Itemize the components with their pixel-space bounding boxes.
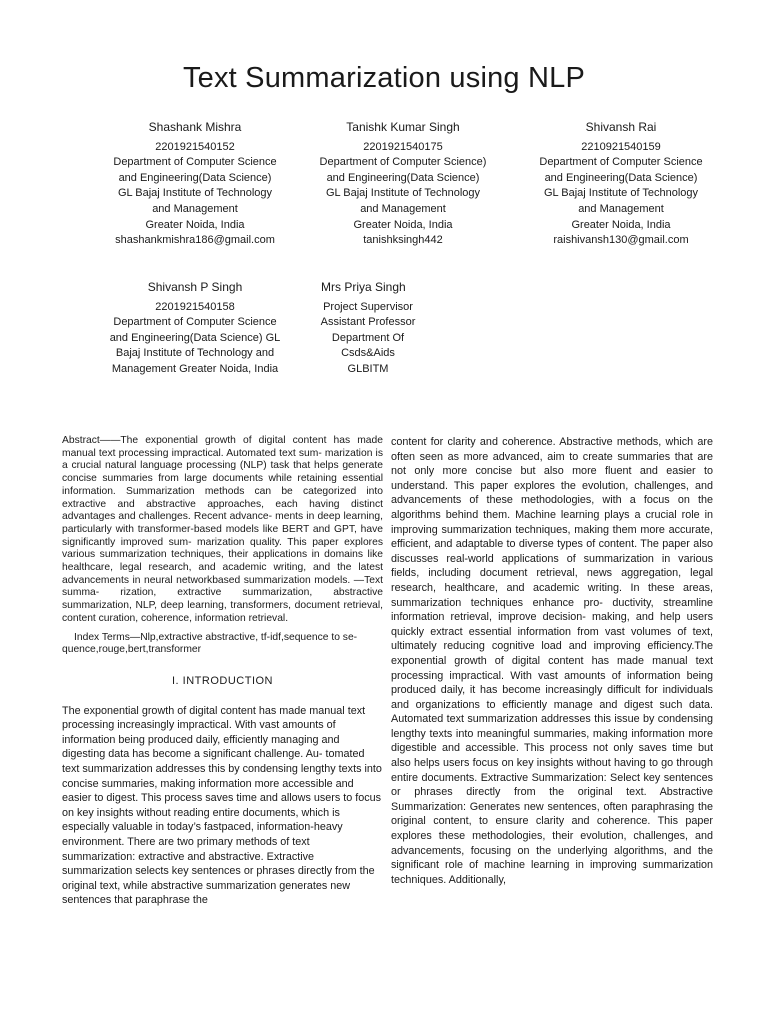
supervisor-department: Csds&Aids — [341, 347, 395, 360]
paper-title: Text Summarization using NLP — [182, 62, 586, 94]
author-id: 2210921540159 — [581, 140, 661, 153]
body-paragraph: content for clarity and coherence. Abstractive methods, which are often seen as more advanced, aim to create summaries that are not only more concise but also more fluent and easier to understand. This paper explores the evolution, challenges, and advancements of these methodologies, with a focus on the algorithms behind them. Machine learning plays a crucial role in improving summarization techniques, making them more accurate, efficient, and adaptable to diverse types of content. The paper also discusses real-world applications of summarization in various fields, including document retrieval, news aggregation, legal research, healthcare, and academic writing. In these areas, summarization techniques enhance pro- ductivity, streamline information retrieval, improve decision- making, and help users quickly extract essential information from vast volumes of text, ultimately reducing cognitive load and improving efficiency.The exponential growth of digital content has made manual text processing impractical. With vast amounts of information being produced daily, it has become increasingly difficult for individuals and organizations to efficiently manage and digest such data. Automated text summarization addresses this issue by condensing lengthy texts into meaningful summaries, making information more digestible and accessible. This process not only saves time but also helps users focus on key insights without having to go through entire documents. Extractive Summarization: Select key sentences or phrases directly from the original text. Abstractive Summarization: Generates new sentences, often paraphrasing the original content, to ensure clarity and coherence. This paper explores these methodologies, their evolution, challenges, and advancements, focusing on the underlying algorithms, and the significant role of machine learning in improving summarization techniques. Additionally, — [391, 436, 713, 886]
author-affiliation-line: Department of Computer Science) — [319, 156, 487, 169]
introduction-paragraph: The exponential growth of digital content has made manual text processing increasingly impractical. With vast amounts of information being produced daily, efficiently managing and digesting data has become a significant challenge. Au- tomated text summarization addresses this by condensing lengthy texts into concise summaries, making information more accessible and easier to digest. This process saves time and allows users to focus on key insights without reading entire documents, which is especially valuable in today’s fastpaced, information-heavy environment. There are two primary methods of text summarization: extractive and abstractive. Extractive summarization selects key sentences or phrases directly from the original text, while abstractive summarization generates new sentences that paraphrase the — [62, 704, 382, 907]
author-affiliation-line: and Engineering(Data Science) — [118, 171, 272, 184]
right-column — [391, 435, 713, 887]
author-block — [298, 120, 508, 249]
author-email: tanishksingh442 — [363, 234, 443, 247]
left-column — [62, 435, 383, 908]
author-block — [90, 280, 300, 378]
author-name: Tanishk Kumar Singh — [346, 120, 460, 134]
author-location: Greater Noida, India — [571, 218, 671, 231]
author-affiliation-line: Department of Computer Science — [113, 316, 277, 329]
author-affiliation-line: GL Bajaj Institute of Technology — [543, 187, 699, 200]
author-affiliation-line: Bajaj Institute of Technology and — [115, 347, 275, 360]
supervisor-block — [303, 280, 433, 378]
author-affiliation-line: Management Greater Noida, India — [111, 362, 279, 375]
author-location: Greater Noida, India — [353, 218, 453, 231]
author-block — [516, 120, 726, 249]
author-id: 2201921540158 — [155, 300, 235, 313]
author-name: Shashank Mishra — [148, 120, 242, 134]
section-heading: I. INTRODUCTION — [172, 674, 273, 687]
author-affiliation-line: Department of Computer Science — [539, 156, 703, 169]
supervisor-title: Assistant Professor — [320, 316, 416, 329]
supervisor-name: Mrs Priya Singh — [321, 280, 406, 294]
author-id: 2201921540152 — [155, 140, 235, 153]
author-id: 2201921540175 — [363, 140, 443, 153]
author-affiliation-line: GL Bajaj Institute of Technology — [117, 187, 273, 200]
author-affiliation-line: and Management — [578, 202, 664, 215]
supervisor-department: Department Of — [331, 331, 405, 344]
author-affiliation-line: and Engineering(Data Science) — [326, 171, 480, 184]
author-location: Greater Noida, India — [145, 218, 245, 231]
index-terms: Index Terms—Nlp,extractive abstractive, tf-idf,sequence to se- quence,rouge,bert,transformer — [62, 631, 358, 656]
abstract: Abstract——The exponential growth of digital content has made manual text processing impractical. Automated text sum- marization is a crucial natural language processing (NLP) task that helps generate concise summaries from large documents while retaining essential information. Summarization methods can be categorized into extractive and abstractive approaches, each having distinct advantages and challenges. Recent advance- ments in deep learning, particularly with transformer-based models like BERT and GPT, have significantly improved sum- marization quality. This paper explores various summarization techniques, their applications in domains like healthcare, legal research, and academic writing, and the latest advancements in neural networkbased summarization models. —Text summa- rization, extractive summarization, abstractive summarization, NLP, deep learning, transformers, document retrieval, content curation, coherence, information retrieval. — [62, 435, 383, 624]
author-email: raishivansh130@gmail.com — [553, 234, 689, 247]
author-affiliation-line: and Engineering(Data Science) GL — [109, 331, 281, 344]
author-email: shashankmishra186@gmail.com — [115, 234, 275, 247]
author-affiliation-line: GL Bajaj Institute of Technology — [325, 187, 481, 200]
author-name: Shivansh P Singh — [147, 280, 243, 294]
author-affiliation-line: Department of Computer Science — [113, 156, 277, 169]
author-block — [90, 120, 300, 249]
supervisor-institution: GLBITM — [347, 362, 389, 375]
author-affiliation-line: and Management — [152, 202, 238, 215]
author-name: Shivansh Rai — [585, 120, 657, 134]
author-affiliation-line: and Management — [360, 202, 446, 215]
author-affiliation-line: and Engineering(Data Science) — [544, 171, 698, 184]
supervisor-role: Project Supervisor — [323, 300, 413, 313]
